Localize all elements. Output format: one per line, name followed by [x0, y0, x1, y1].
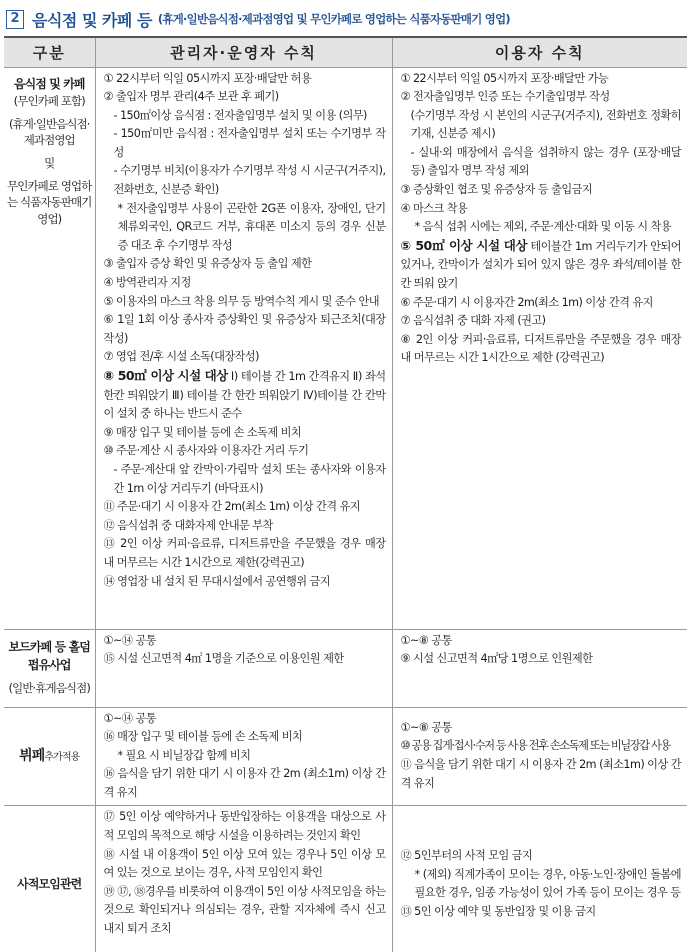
cat-sub: 추가적용	[44, 752, 80, 764]
rule-item: ①~⑧ 공통	[400, 633, 452, 647]
rule-item: ③ 증상확인 협조 및 유증상자 등 출입금지	[400, 183, 593, 197]
cat-main-note: (무인카페 포함)	[13, 93, 85, 108]
header-row	[4, 37, 687, 67]
header-user: 이용자 수칙	[392, 37, 687, 67]
rule-item: ④ 마스크 착용	[400, 201, 468, 215]
rule-item: ⑦ 음식섭취 중 대화 자제 (권고)	[400, 314, 546, 328]
title-subtitle: (휴게·일반음식점·제과점영업 및 무인카페로 영업하는 식품자동판매기 영업)	[157, 12, 510, 26]
rule-note: * 전자출입명부 사용이 곤란한 2G폰 이용자, 장애인, 단기 체류외국인, QR코드 거부, 휴대폰 미소지 등의 경우 신분증 대조 후 수기명부 작성	[117, 201, 386, 252]
rule-item: ⑥ 주문·대기 시 이용자간 2m(최소 1m) 이상 간격 유지	[400, 295, 653, 309]
rule-50m-text: 테이블간 1m 거리두기가 안되어 있거나, 칸막이가 설치가 되어 있지 않은 경우 좌석/테이블 한칸 띄워 앉기	[400, 239, 682, 291]
category-buffet	[4, 707, 95, 806]
rule-item: ⑦ 영업 전/후 시설 소독(대장작성)	[103, 350, 259, 364]
rule-subitem: - 주문·계산대 앞 칸막이·가림막 설치 또는 종사자와 이용자 간 1m 이상 거리두기 (바닥표시)	[113, 462, 386, 495]
rule-item: ⑲ ⑰, ⑱경우를 비롯하여 이용객이 5인 이상 사적모임을 하는 것으로 확인되거나 의심되는 경우, 관할 지자체에 즉시 신고 내지 퇴거 조치	[103, 884, 386, 936]
rule-item: ①~⑧ 공통	[400, 720, 452, 734]
header-manager: 관리자·운영자 수칙	[95, 37, 392, 67]
cat-main: 음식점 및 카페	[13, 76, 85, 91]
rule-item: ⑨ 시설 신고면적 4㎡당 1명으로 인원제한	[400, 652, 593, 666]
rule-subitem: - 150㎡미만 음식점 : 전자출입명부 설치 또는 수기명부 작성	[113, 127, 386, 159]
cat-and: 및	[44, 155, 55, 170]
rule-item-50m	[104, 367, 386, 424]
rule-item: ⑤ 이용자의 마스크 착용 의무 등 방역수칙 게시 및 준수 안내	[103, 294, 379, 308]
rule-subitem: - 150㎡이상 음식점 : 전자출입명부 설치 및 이용 (의무)	[113, 108, 367, 122]
rule-note: * (제외) 직계가족이 모이는 경우, 아동·노인·장애인 돌봄에 필요한 경우, 임종 가능성이 있어 가족 등이 모이는 경우 등	[414, 867, 681, 900]
category-private	[4, 806, 95, 952]
rule-item: ③ 출입자 증상 확인 및 유증상자 등 출입 제한	[103, 257, 312, 271]
rule-note: * 필요 시 비닐장갑 함께 비치	[117, 748, 251, 762]
rule-item: ④ 방역관리자 지정	[103, 276, 191, 290]
category-boardcafe	[4, 629, 95, 707]
header-category: 구분	[4, 37, 95, 67]
cat-main: 사적모임관련	[17, 877, 82, 892]
rule-item: ①~⑭ 공통	[103, 633, 156, 647]
private-user-rules	[392, 806, 687, 952]
rule-note: * 음식 섭취 시에는 제외, 주문·계산·대화 및 이동 시 착용	[414, 220, 672, 234]
restaurant-user-rules	[392, 67, 687, 629]
rule-item: ⑰ 5인 이상 예약하거나 동반입장하는 이용객을 대상으로 사적 모임의 목적으로 해당 시설을 이용하려는 것인지 확인	[103, 810, 386, 843]
rule-item: ① 22시부터 익일 05시까지 포장·배달만 가능	[400, 71, 609, 85]
title-main: 음식점 및 카페 등	[32, 10, 152, 30]
rule-item: ⑯ 음식을 담기 위한 대기 시 이용자 간 2m (최소1m) 이상 간격 유지	[103, 767, 386, 799]
rule-50m-label: ⑤ 50㎡ 이상 시설 대상	[400, 237, 527, 253]
rule-item: ② 전자출입명부 인증 또는 수기출입명부 작성	[400, 90, 610, 104]
rule-item: ⑨ 매장 입구 및 테이블 등에 손 소독제 비치	[103, 425, 302, 439]
rule-subitem: - 실내·외 매장에서 음식을 섭취하지 않는 경우 (포장·배달 등) 출입자 명부 작성 제외	[410, 145, 681, 178]
row-private	[4, 806, 687, 952]
buffet-manager-rules	[95, 707, 392, 806]
rule-item: ② 출입자 명부 관리(4주 보관 후 폐기)	[103, 90, 279, 104]
rule-subitem: - 수기명부 비치(이용자가 수기명부 작성 시 시군구(거주지), 전화번호, 신분증 확인)	[113, 164, 386, 197]
boardcafe-user-rules	[392, 629, 687, 707]
row-boardcafe	[4, 629, 687, 707]
category-restaurant	[4, 67, 95, 629]
rule-item: ⑬ 2인 이상 커피·음료류, 디저트류만을 주문했을 경우 매장 내 머무르는 시간 1시간으로 제한(강력권고)	[103, 537, 386, 569]
cat-main: 보드카페 등 홀덤펍유사업	[8, 640, 90, 672]
rule-item-50m	[401, 237, 682, 294]
rule-item: ⑥ 1일 1회 이상 종사자 증상확인 및 유증상자 퇴근조치(대장작성)	[103, 313, 386, 345]
row-buffet	[4, 707, 687, 806]
buffet-user-rules	[392, 707, 687, 806]
rule-item: ⑯ 매장 입구 및 테이블 등에 손 소독제 비치	[103, 730, 303, 744]
rule-item: ⑪ 음식을 담기 위한 대기 시 이용자 간 2m (최소1m) 이상 간격 유지	[400, 757, 681, 790]
cat-sub: (일반·휴게음식점)	[8, 681, 90, 696]
rule-subitem: (수기명부 작성 시 본인의 시군구(거주지), 전화번호 정확히 기재, 신분증 제시)	[410, 108, 681, 141]
rule-item: ⑫ 음식섭취 중 대화자제 안내문 부착	[103, 518, 273, 532]
cat-sub: (휴게·일반음식점·제과점영업	[8, 116, 90, 148]
section-title	[6, 4, 510, 34]
restaurant-manager-rules	[95, 67, 392, 629]
rule-50m-label: ⑧ 50㎡ 이상 시설 대상	[103, 368, 228, 383]
rule-item: ⑭ 영업장 내 설치 된 무대시설에서 공연행위 금지	[103, 574, 331, 588]
row-restaurant	[4, 67, 687, 629]
boardcafe-manager-rules	[95, 629, 392, 707]
cat-vending: 무인카페로 영업하는 식품자동판매기 영업)	[7, 178, 92, 226]
rule-item: ⑪ 주문·대기 시 이용자 간 2m(최소 1m) 이상 간격 유지	[103, 500, 361, 514]
section-number: 2	[6, 10, 24, 29]
rule-item: ⑧ 2인 이상 커피·음료류, 디저트류만을 주문했을 경우 매장 내 머무르는 시간 1시간으로 제한 (강력권고)	[400, 332, 681, 365]
rule-50m-text: Ⅰ) 테이블 간 1m 간격유지 Ⅱ) 좌석 한칸 띄워앉기 Ⅲ) 테이블 간 한칸 띄워앉기 Ⅳ)테이블 간 칸막이 설치 중 하나는 반드시 준수	[103, 370, 386, 421]
rule-item: ⑮ 시설 신고면적 4㎡ 1명을 기준으로 이용인원 제한	[103, 652, 344, 666]
rules-table	[4, 36, 687, 952]
rule-item: ⑬ 5인 이상 예약 및 동반입장 및 이용 금지	[400, 904, 596, 918]
rule-item: ①~⑭ 공통	[103, 711, 156, 725]
private-manager-rules	[95, 806, 392, 952]
rule-item: ⑫ 5인부터의 사적 모임 금지	[400, 849, 533, 863]
rule-item: ① 22시부터 익일 05시까지 포장·배달만 허용	[103, 71, 312, 85]
rule-item: ⑩ 공용 집게·접시·수저 등 사용 전후 손소독제 또는 비닐장갑 사용	[400, 739, 670, 753]
rule-item: ⑱ 시설 내 이용객이 5인 이상 모여 있는 경우나 5인 이상 모여 있는 것으로 보이는 경우, 사적 모임인지 확인	[103, 847, 386, 880]
rule-item: ⑩ 주문·계산 시 종사자와 이용자간 거리 두기	[103, 444, 309, 458]
cat-main: 뷔페	[19, 748, 45, 765]
